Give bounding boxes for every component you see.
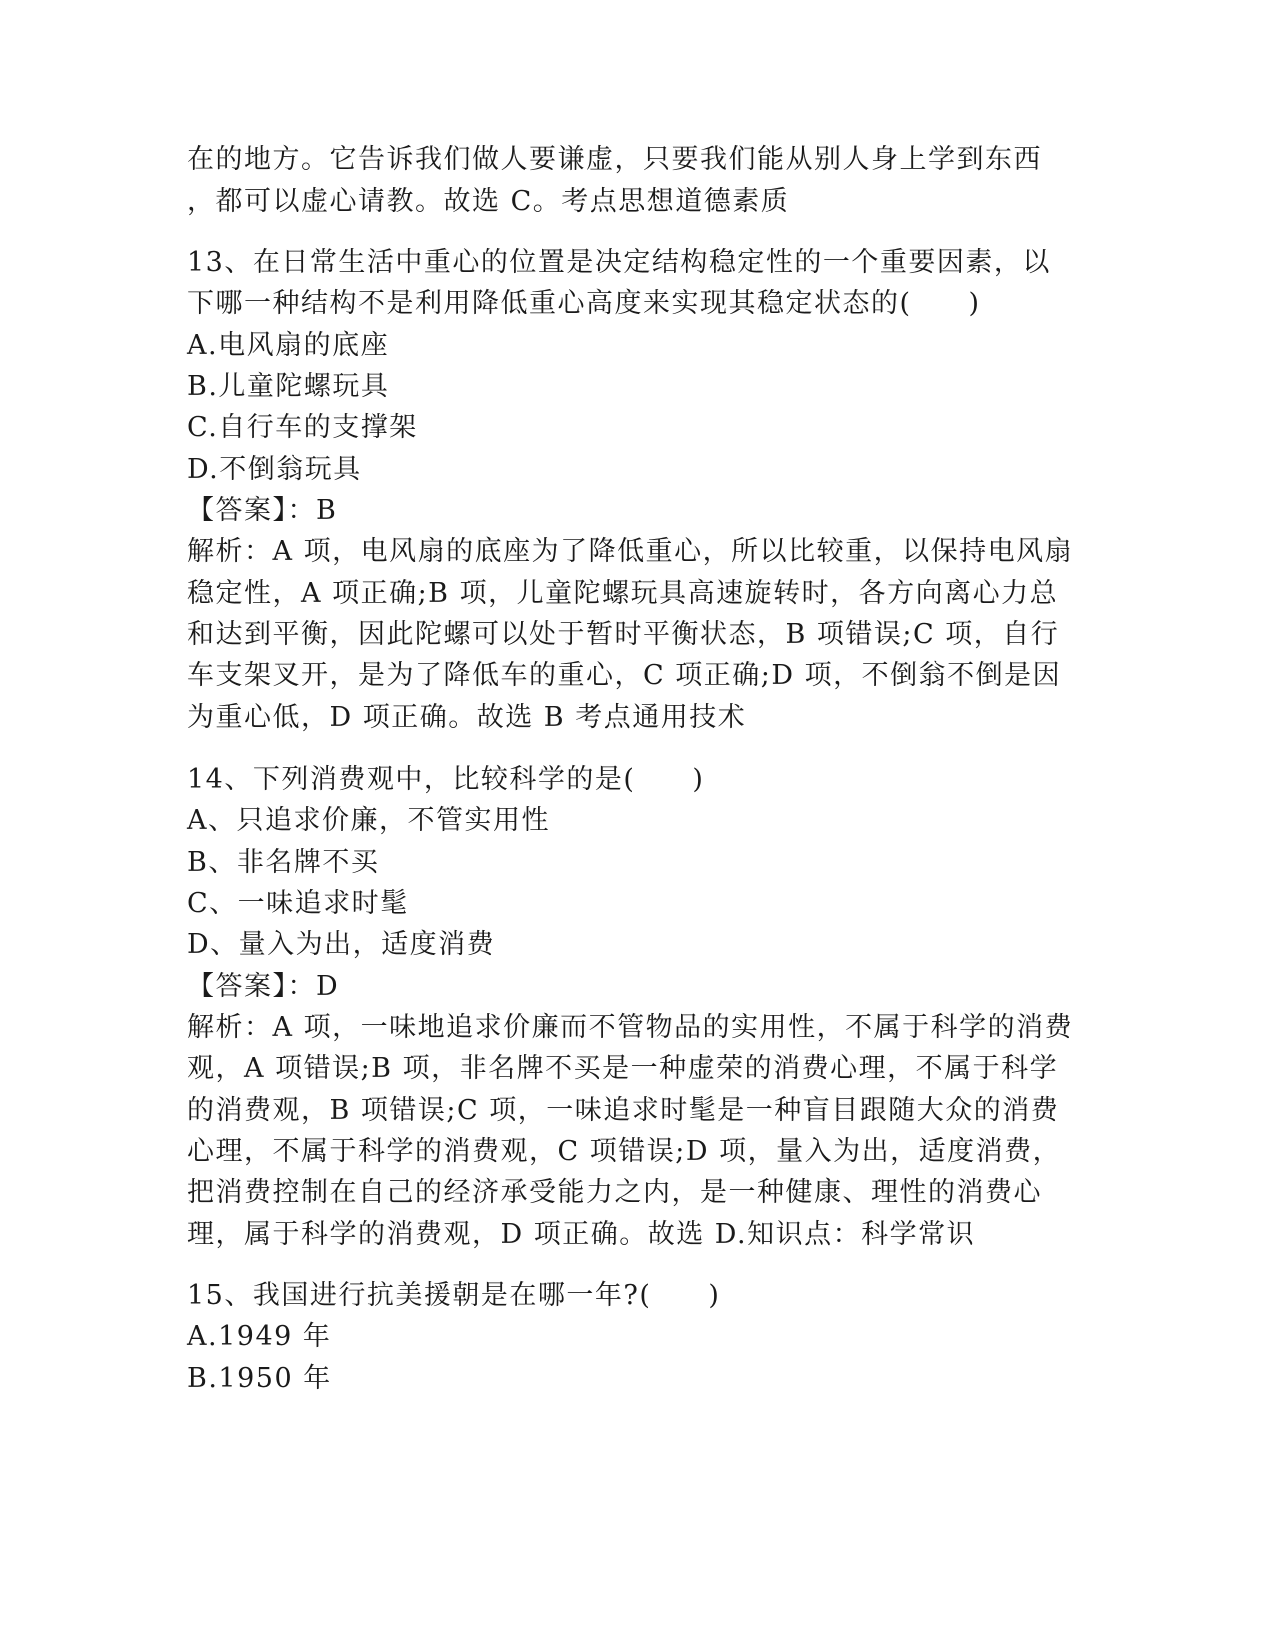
question-14-option-a: A、只追求价廉，不管实用性 [187, 805, 550, 836]
question-14-text: 14、下列消费观中，比较科学的是( ) [187, 764, 705, 795]
continuation-line: ，都可以虚心请教。故选 C。考点思想道德素质 [187, 186, 790, 217]
question-14-analysis: 的消费观，B 项错误;C 项，一味追求时髦是一种盲目跟随大众的消费 [187, 1095, 1060, 1126]
question-13-text: 下哪一种结构不是利用降低重心高度来实现其稳定状态的( ) [187, 288, 981, 319]
question-14-analysis: 心理，不属于科学的消费观，C 项错误;D 项，量入为出，适度消费， [187, 1136, 1062, 1167]
question-14-option-c: C、一味追求时髦 [187, 888, 409, 919]
question-14-analysis: 观，A 项错误;B 项，非名牌不买是一种虚荣的消费心理，不属于科学 [187, 1053, 1059, 1084]
question-15-text: 15、我国进行抗美援朝是在哪一年?( ) [187, 1280, 721, 1311]
question-13-analysis: 和达到平衡，因此陀螺可以处于暂时平衡状态，B 项错误;C 项，自行 [187, 619, 1060, 650]
question-14-analysis: 解析：A 项，一味地追求价廉而不管物品的实用性，不属于科学的消费 [187, 1012, 1074, 1043]
question-13-answer: 【答案】：B [187, 495, 338, 526]
question-13-analysis: 为重心低，D 项正确。故选 B 考点通用技术 [187, 702, 747, 733]
continuation-line: 在的地方。它告诉我们做人要谦虚，只要我们能从别人身上学到东西 [187, 144, 1042, 175]
question-14-analysis: 理，属于科学的消费观，D 项正确。故选 D.知识点：科学常识 [187, 1219, 976, 1250]
question-14-option-b: B、非名牌不买 [187, 847, 380, 878]
question-14-option-d: D、量入为出，适度消费 [187, 929, 496, 960]
question-15-option-b: B.1950 年 [187, 1363, 332, 1394]
question-15-option-a: A.1949 年 [187, 1321, 332, 1352]
question-14-answer: 【答案】：D [187, 971, 340, 1002]
question-13-option-d: D.不倒翁玩具 [187, 454, 362, 485]
question-13-analysis: 解析：A 项，电风扇的底座为了降低重心，所以比较重，以保持电风扇 [187, 536, 1074, 567]
question-13-analysis: 车支架叉开，是为了降低车的重心，C 项正确;D 项，不倒翁不倒是因 [187, 660, 1062, 691]
question-13-analysis: 稳定性，A 项正确;B 项，儿童陀螺玩具高速旋转时，各方向离心力总 [187, 578, 1059, 609]
question-13-text: 13、在日常生活中重心的位置是决定结构稳定性的一个重要因素，以 [187, 247, 1051, 278]
question-13-option-a: A.电风扇的底座 [187, 330, 390, 361]
question-14-analysis: 把消费控制在自己的经济承受能力之内，是一种健康、理性的消费心 [187, 1177, 1042, 1208]
question-13-option-c: C.自行车的支撑架 [187, 412, 418, 443]
question-13-option-b: B.儿童陀螺玩具 [187, 371, 390, 402]
